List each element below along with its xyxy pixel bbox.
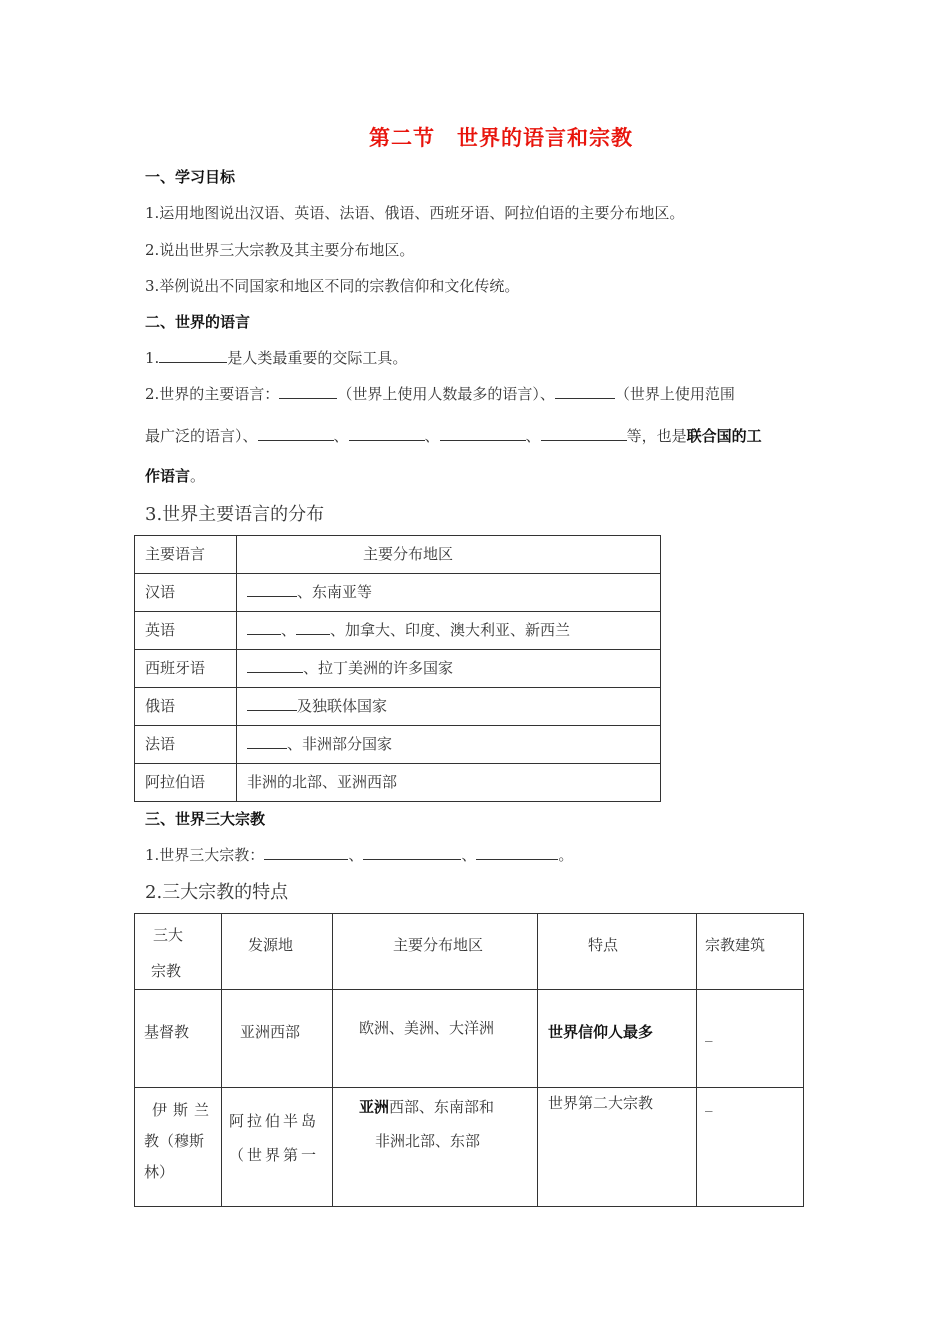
area-cell: 及独联体国家 [237, 688, 661, 726]
feature-cell: 世界第二大宗教 [538, 1088, 697, 1207]
q2-line2-end: 等，也是 [626, 427, 687, 445]
blank-field[interactable] [541, 426, 627, 441]
area-cell: 、 、加拿大、印度、澳大利亚、新西兰 [237, 612, 661, 650]
language-cell: 阿拉伯语 [135, 764, 237, 802]
q2-bold-un: 联合国的工 [686, 427, 762, 445]
q2-note1: （世界上使用人数最多的语言）、 [337, 385, 555, 403]
q2-note2: （世界上使用范围 [614, 385, 735, 403]
table-row [135, 574, 661, 612]
table-row [135, 688, 661, 726]
table-row [135, 612, 661, 650]
title-section-number: 第二节 [369, 126, 435, 150]
religion-question-1 [145, 844, 573, 865]
blank-field[interactable] [349, 426, 425, 441]
separator: 、 [348, 846, 364, 864]
feature-cell: 世界信仰人最多 [538, 990, 697, 1088]
religion-table [134, 913, 804, 1207]
building-cell: _ [697, 1088, 804, 1207]
header-cell: 主要分布地区 [237, 536, 661, 574]
q1-suffix: 是人类最重要的交际工具。 [227, 349, 408, 367]
blank-field[interactable] [555, 384, 615, 399]
section-heading-languages: 二、世界的语言 [145, 313, 251, 331]
blank-field[interactable] [440, 426, 526, 441]
blank-field[interactable] [296, 620, 330, 635]
origin-cell: 亚洲西部 [222, 990, 333, 1088]
language-cell: 汉语 [135, 574, 237, 612]
blank-field[interactable] [247, 696, 297, 711]
language-cell: 英语 [135, 612, 237, 650]
section-heading-goals: 一、学习目标 [145, 168, 236, 186]
blank-field[interactable] [258, 426, 334, 441]
area-cell: 亚洲西部、东南部和 非洲北部、东部 [333, 1088, 538, 1207]
q1-prefix: 1. [145, 349, 160, 367]
header-cell: 三大 宗教 [135, 914, 222, 990]
table-row [135, 990, 804, 1088]
separator: 、 [333, 427, 349, 445]
table-row [135, 764, 661, 802]
area-cell: 、东南亚等 [237, 574, 661, 612]
table-header-row [135, 536, 661, 574]
table-header-row [135, 914, 804, 990]
header-cell: 主要语言 [135, 536, 237, 574]
question-2-line3 [145, 465, 205, 486]
blank-field[interactable] [279, 384, 337, 399]
table-row [135, 726, 661, 764]
separator: 、 [525, 427, 541, 445]
blank-field[interactable] [476, 845, 558, 860]
language-cell: 法语 [135, 726, 237, 764]
question-3: 3.世界主要语言的分布 [145, 504, 325, 525]
blank-field[interactable] [247, 620, 281, 635]
blank-field[interactable] [363, 845, 461, 860]
question-1 [145, 347, 407, 368]
religion-cell: 伊斯兰 教（穆斯 林） [135, 1088, 222, 1207]
goal-item-2: 2.说出世界三大宗教及其主要分布地区。 [145, 241, 415, 259]
header-cell: 主要分布地区 [333, 914, 538, 990]
question-2-line2 [145, 425, 762, 446]
q2-prefix: 2.世界的主要语言： [145, 385, 280, 403]
header-cell: 发源地 [222, 914, 333, 990]
blank-field[interactable] [247, 658, 303, 673]
area-cell: 非洲的北部、亚洲西部 [237, 764, 661, 802]
rq1-prefix: 1.世界三大宗教： [145, 846, 265, 864]
building-cell: _ [697, 990, 804, 1088]
page-title [0, 122, 950, 152]
language-cell: 俄语 [135, 688, 237, 726]
table-row [135, 650, 661, 688]
section-heading-religions: 三、世界三大宗教 [145, 810, 266, 828]
q2-line2-start: 最广泛的语言）、 [145, 427, 258, 445]
separator: 、 [424, 427, 440, 445]
separator: 、 [461, 846, 477, 864]
header-cell: 特点 [538, 914, 697, 990]
table-row [135, 1088, 804, 1207]
religion-question-2: 2.三大宗教的特点 [145, 882, 289, 903]
header-cell: 宗教建筑 [697, 914, 804, 990]
goal-item-1: 1.运用地图说出汉语、英语、法语、俄语、西班牙语、阿拉伯语的主要分布地区。 [145, 204, 685, 222]
q2-bold-work-language: 作语言 [145, 467, 191, 485]
area-cell: 欧洲、美洲、大洋洲 [333, 990, 538, 1088]
origin-cell: 阿拉伯半岛 （世界第一 [222, 1088, 333, 1207]
language-table [134, 535, 661, 802]
blank-field[interactable] [159, 348, 227, 363]
blank-field[interactable] [247, 734, 287, 749]
religion-cell: 基督教 [135, 990, 222, 1088]
question-2-line1 [145, 383, 735, 404]
area-cell: 、拉丁美洲的许多国家 [237, 650, 661, 688]
language-cell: 西班牙语 [135, 650, 237, 688]
title-text: 世界的语言和宗教 [457, 126, 633, 150]
blank-field[interactable] [247, 582, 297, 597]
q2-end: 。 [190, 467, 206, 485]
rq1-end: 。 [558, 846, 574, 864]
goal-item-3: 3.举例说出不同国家和地区不同的宗教信仰和文化传统。 [145, 277, 520, 295]
blank-field[interactable] [264, 845, 348, 860]
area-cell: 、非洲部分国家 [237, 726, 661, 764]
